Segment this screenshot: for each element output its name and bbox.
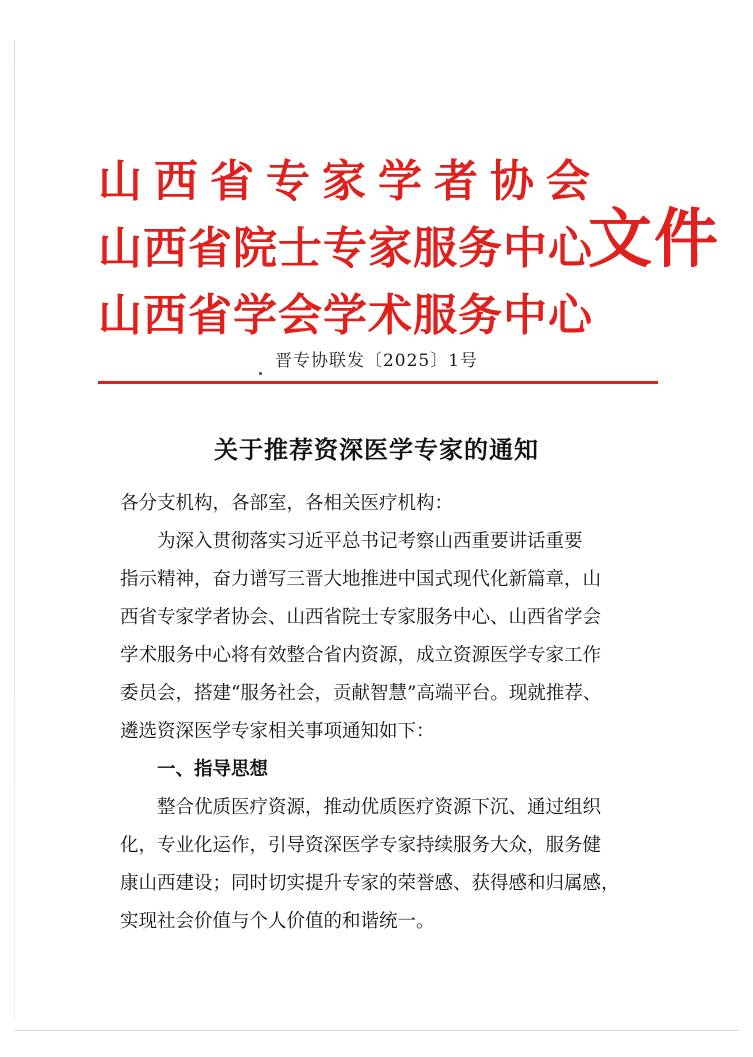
org-name-3: 山西省学会学术服务中心 [98, 290, 593, 341]
paragraph-line: 西省专家学者协会、山西省院士专家服务中心、山西省学会 [120, 607, 602, 628]
scan-edge-bottom [14, 1030, 739, 1031]
paragraph-line: 遴选资深医学专家相关事项通知如下： [120, 721, 435, 742]
document-label: 文件 [588, 202, 720, 277]
issuing-organizations [98, 148, 602, 349]
document-number: 晋专协联发〔2025〕1号 [274, 351, 479, 371]
org-name-1: 山西省专家学者协会 [98, 156, 602, 207]
scan-dot [259, 372, 262, 375]
paragraph-line: 整合优质医疗资源，推动优质医疗资源下沉、通过组织 [157, 797, 602, 818]
paragraph-line: 康山西建设；同时切实提升专家的荣誉感、获得感和归属感， [120, 873, 620, 894]
paragraph-line: 学术服务中心将有效整合省内资源，成立资源医学专家工作 [120, 645, 602, 666]
section-heading: 一、指导思想 [157, 759, 269, 780]
paragraph-line: 为深入贯彻落实习近平总书记考察山西重要讲话重要 [157, 531, 583, 552]
paragraph-line: 指示精神，奋力谱写三晋大地推进中国式现代化新篇章，山 [120, 569, 602, 590]
paragraph-line: 实现社会价值与个人价值的和谐统一。 [120, 911, 435, 932]
document-title: 关于推荐资深医学专家的通知 [214, 435, 539, 464]
red-divider [98, 381, 658, 384]
paragraph-line: 委员会，搭建“服务社会，贡献智慧”高端平台。现就推荐、 [120, 683, 602, 704]
document-body [120, 485, 650, 941]
paragraph-line: 化，专业化运作，引导资深医学专家持续服务大众，服务健 [120, 835, 602, 856]
salutation: 各分支机构，各部室，各相关医疗机构： [120, 493, 454, 514]
scan-edge-left [14, 40, 15, 1020]
org-name-2: 山西省院士专家服务中心 [98, 223, 593, 274]
